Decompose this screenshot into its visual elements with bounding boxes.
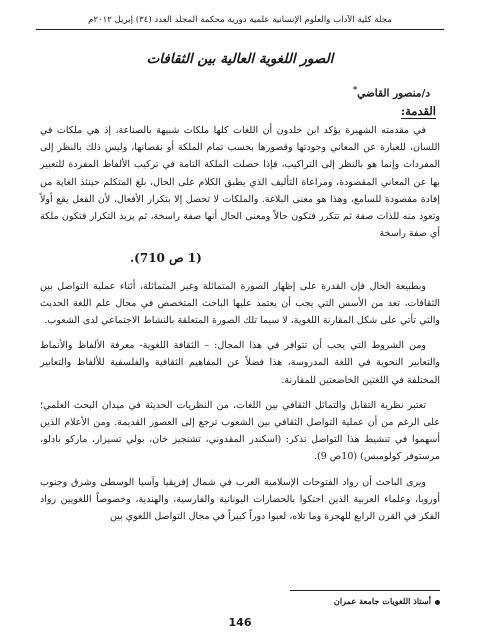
- author-name: د/منصور القاضي: [357, 87, 430, 100]
- article-body: [40, 122, 440, 533]
- section-heading: القدمة:: [400, 104, 436, 118]
- author-footnote-marker: *: [352, 84, 358, 94]
- footnote: [334, 596, 440, 607]
- bullet-icon: [435, 600, 440, 605]
- citation-reference: (1 ص 710).: [130, 251, 202, 266]
- body-paragraph: وبطبيعة الحال فإن القدرة على إظهار الصورة المتماثلة وغير المتماثلة، أثناء عملية التواصل بين الثقافات، تعد من الأسس التي يجب أن يعتمد عليها الباحث المتخصص في مجال علم اللغة الحديث والتي تأتي على شكل المقارنة اللغوية، لا سيما تلك الصورة المتعلقة بالنشاط الاجتماعي لدى الشعوب.: [40, 280, 440, 327]
- author-line: [353, 82, 430, 101]
- article-title: الصور اللغوية العالية بين الثقافات: [146, 51, 334, 67]
- body-paragraph: في مقدمته الشهيرة يؤكد ابن خلدون أن اللغات كلها ملكات شبيهة بالصناعة، إذ هي ملكات في اللسان، للعبارة عن المعاني وجودتها وقصورها بحسب تمام الملكة أو نقصانها، وليس ذلك بالنظر إلى المفردات وإنما هو بالنظر إلى التراكيب، فإذا حصلت الملكة التامة في تركيب الألفاظ المفردة للتعبير بها عن المعاني المقصودة، ومراعاة التأليف الذي يطبق الكلام على الحال، بلغ المتكلم حينئذ الغاية من إفادة مقصودة للسامع، وهذا هو معنى البلاغة. والملكات لا تحصل إلا بتكرار الأفعال، لأن الفعل يقع أولاً وتعود منه للذات صفة ثم تتكرر فتكون حالاً ومعنى الحال أنها صفة راسخة، ثم يزيد التكرار فتكون ملكة أي صفة راسخة: [40, 125, 440, 240]
- footnote-rule: [290, 590, 440, 591]
- header-rule: [36, 29, 444, 30]
- footnote-text: أستاذ اللغويات جامعة عمران: [333, 596, 431, 606]
- page-number: 146: [228, 616, 252, 629]
- body-paragraph: تعتبر نظرية التقابل والتماثل الثقافي بين اللغات، من النظريات الحديثة في ميدان البحث العلمي؛ على الرغم من أن عملية التواصل الثقافي بين الشعوب ترجع إلى العصور القديمة. ومن الأعلام الذين أسهموا في تنشيط هذا التواصل نذكر: (اسكندر المقدوني، تشنجيز خان، بولي تسيزار، ماركو بادلو، مرستوفر كولومبس) (10ص 9).: [40, 399, 440, 463]
- body-paragraph: ومن الشروط التي يجب أن تتوافر في هذا المجال: – الثقافة اللغوية- معرفة الألفاظ والأنماط والتعابير النحوية في اللغة المدروسة، هذا فضلاً عن المفاهيم الثقافية والفلسفية للألفاظ والتعابير المختلفة في اللغتين الخاضعتين للمقارنة.: [40, 340, 440, 386]
- journal-running-header: مجلة كلية الآداب والعلوم الإنسانية علمية دورية محكمة المجلد العدد (٣٤) إبريل ٢٠١٢م: [88, 15, 392, 25]
- body-paragraph: ويرى الباحث أن رواد الفتوحات الإسلامية العرب في شمال إفريقيا وآسيا الوسطى وشرق وجنوب أوروبا، وعلماء العربية الذين احتكوا بالحضارات اليونانية والفارسية، والهندية، وخصوصاً اللغويين رواد الفكر في القرن الرابع للهجرة وما تلاه، لعبوا دوراً كبيراً في مجال التواصل اللغوي بين: [40, 476, 440, 523]
